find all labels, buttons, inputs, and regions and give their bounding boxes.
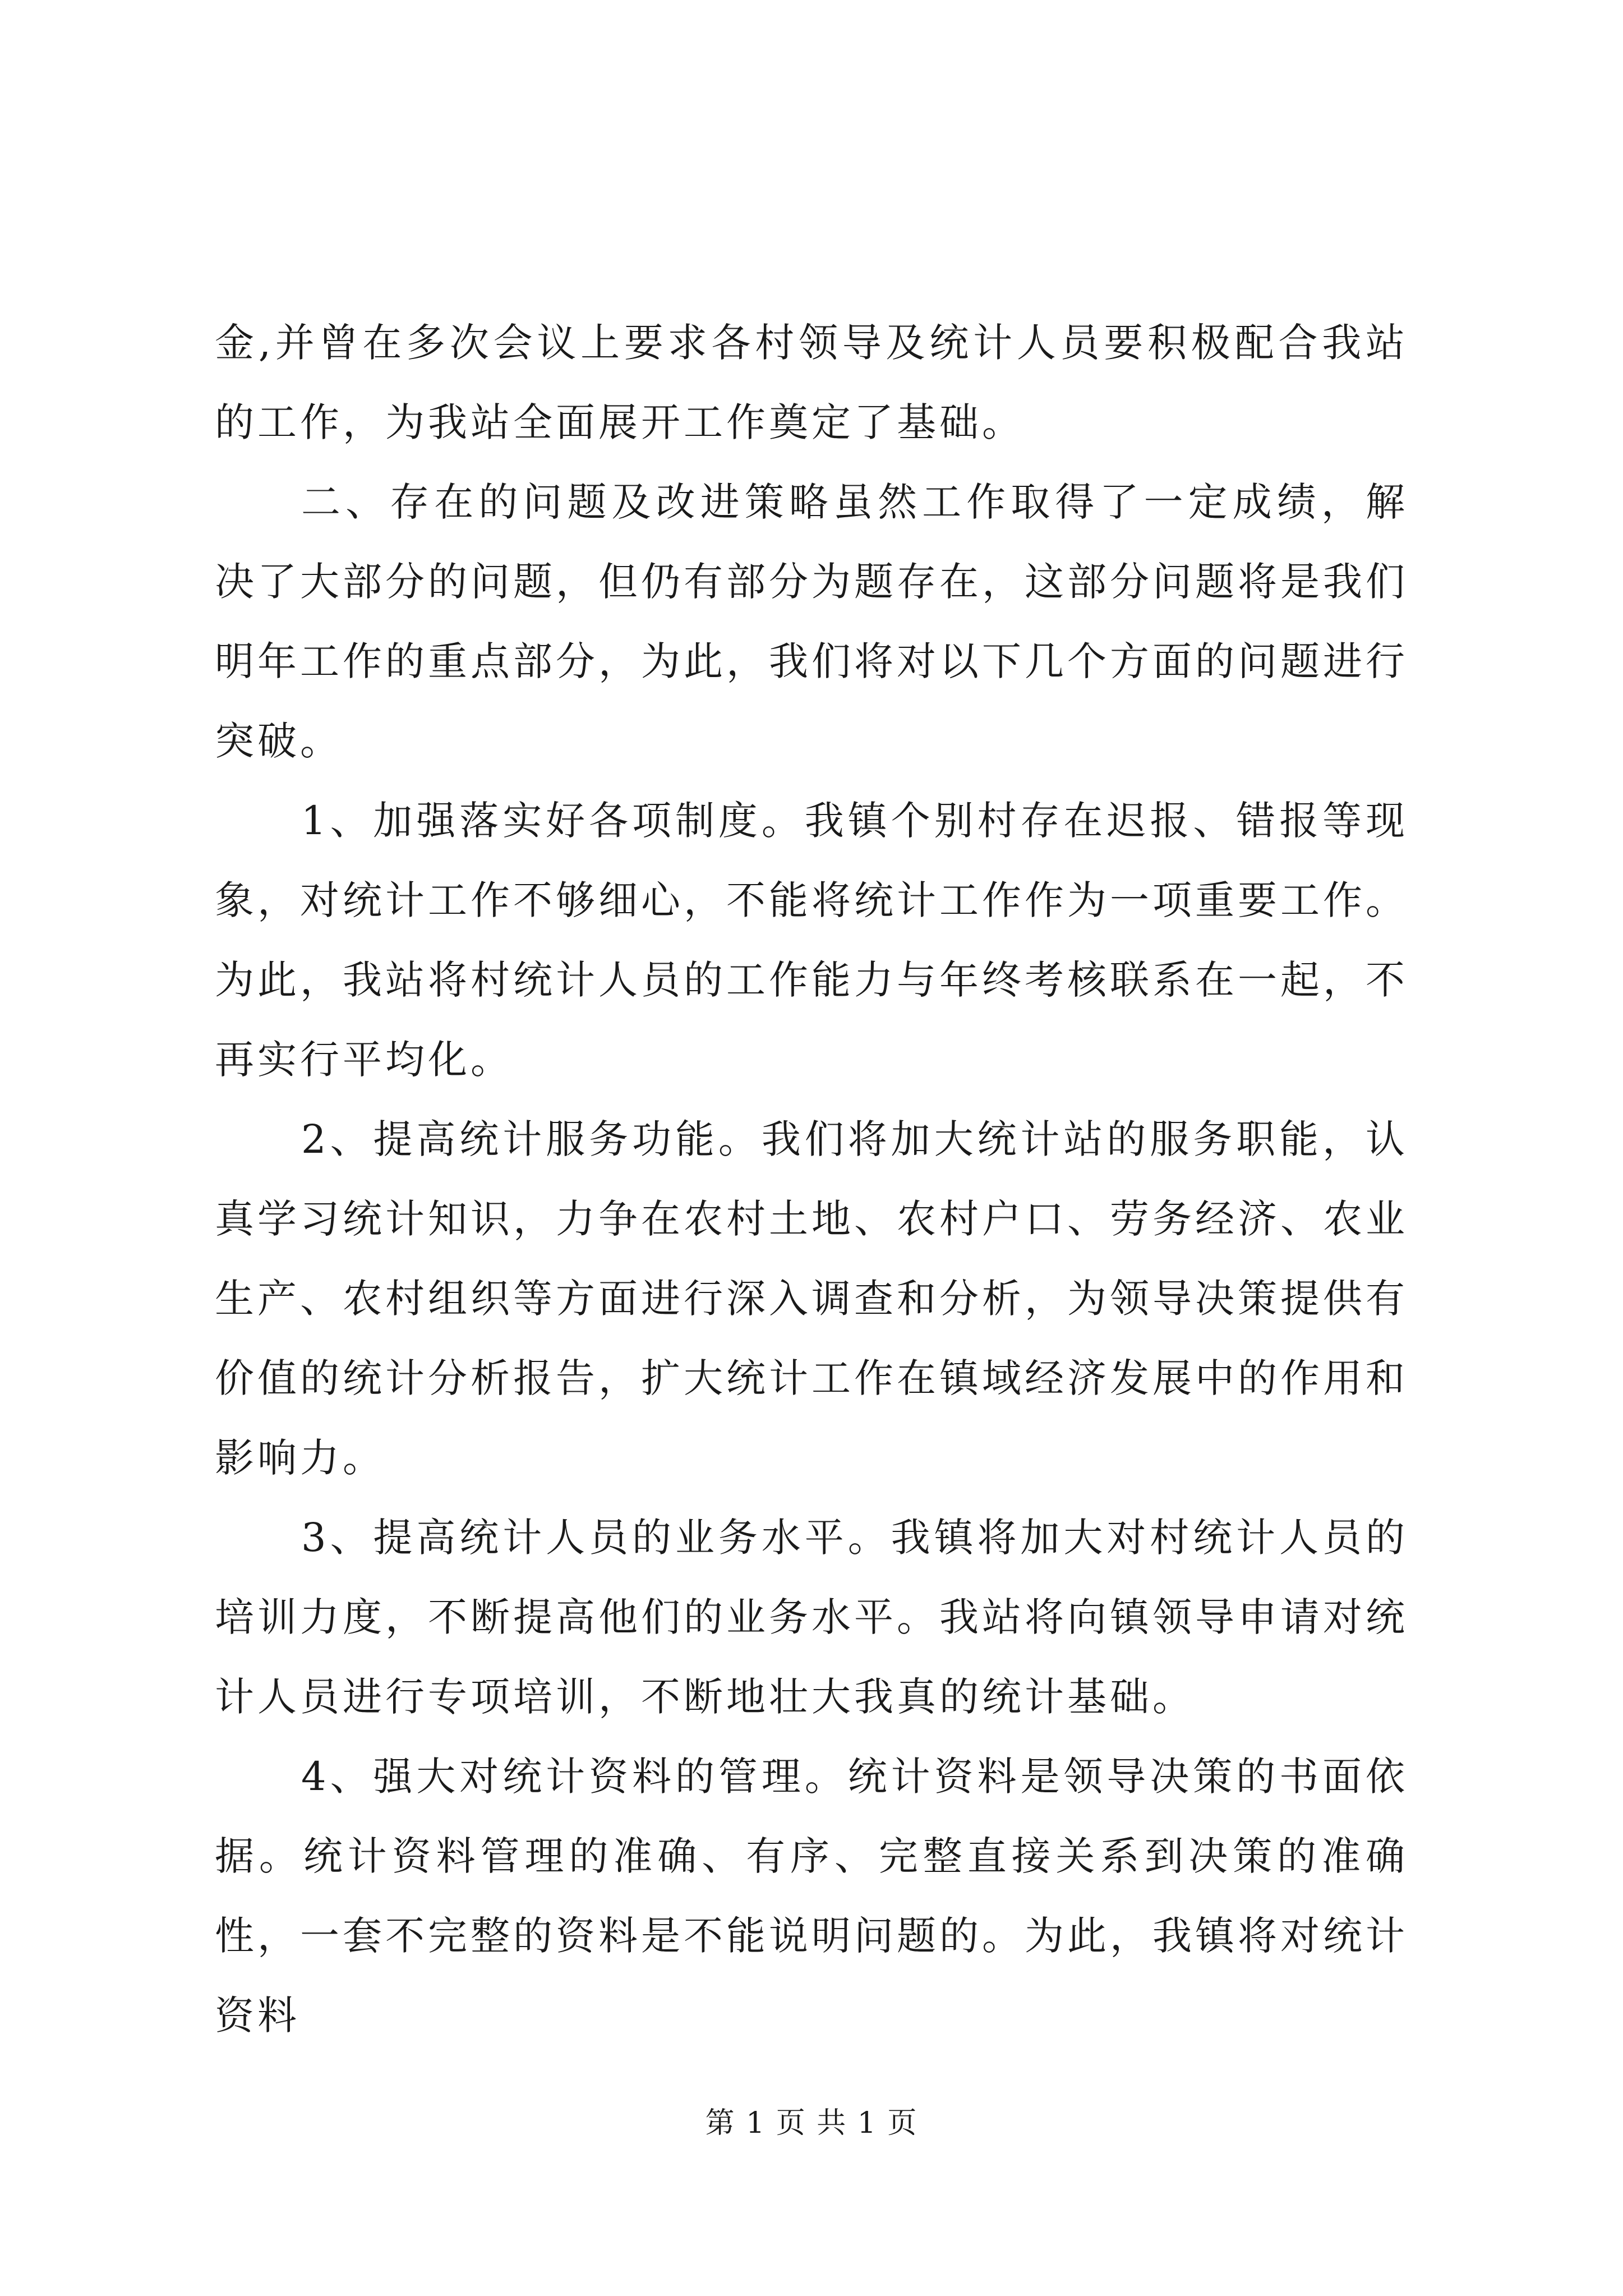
paragraph-continuation: 金,并曾在多次会议上要求各村领导及统计人员要积极配合我站的工作，为我站全面展开工作奠定了基础。 [215,320,1408,445]
paragraph-problems-strategy: 二、存在的问题及改进策略虽然工作取得了一定成绩，解决了大部分的问题，但仍有部分为题存在，这部分问题将是我们明年工作的重点部分，为此，我们将对以下几个方面的问题进行突破。 [215,479,1408,764]
document-body [215,303,1408,2055]
paragraph-item-1: 1、加强落实好各项制度。我镇个别村存在迟报、错报等现象，对统计工作不够细心，不能将统计工作作为一项重要工作。为此，我站将村统计人员的工作能力与年终考核联系在一起，不再实行平均化。 [215,798,1408,1083]
paragraph-item-4: 4、强大对统计资料的管理。统计资料是领导决策的书面依据。统计资料管理的准确、有序、完整直接关系到决策的准确性，一套不完整的资料是不能说明问题的。为此，我镇将对统计资料 [215,1754,1408,2039]
paragraph-item-3: 3、提高统计人员的业务水平。我镇将加大对村统计人员的培训力度，不断提高他们的业务水平。我站将向镇领导申请对统计人员进行专项培训，不断地壮大我真的统计基础。 [215,1515,1408,1720]
page-footer: 第 1 页 共 1 页 [705,2106,918,2140]
paragraph-item-2: 2、提高统计服务功能。我们将加大统计站的服务职能，认真学习统计知识，力争在农村土地、农村户口、劳务经济、农业生产、农村组织等方面进行深入调查和分析，为领导决策提供有价值的统计分析报告，扩大统计工作在镇域经济发展中的作用和影响力。 [215,1116,1408,1481]
